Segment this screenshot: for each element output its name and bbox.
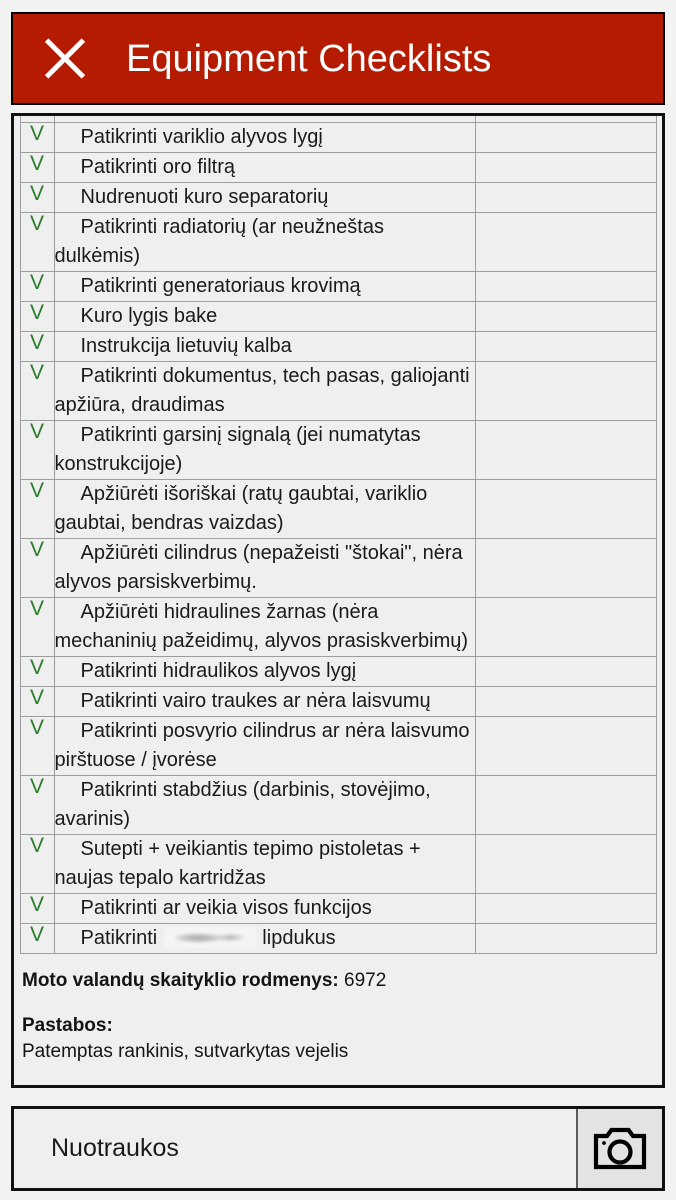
close-icon[interactable] bbox=[33, 27, 97, 91]
table-row[interactable] bbox=[20, 894, 656, 924]
table-row[interactable] bbox=[20, 717, 656, 776]
row-task-label: Patikrinti garsinį signalą (jei numatytas konstrukcijoje) bbox=[54, 421, 475, 480]
row-note-cell[interactable] bbox=[475, 183, 656, 213]
row-task-label: Apžiūrėti išoriškai (ratų gaubtai, variklio gaubtai, bendras vaizdas) bbox=[54, 480, 475, 539]
row-note-cell[interactable] bbox=[475, 332, 656, 362]
row-check-mark[interactable]: V bbox=[20, 835, 54, 894]
row-check-mark[interactable]: V bbox=[20, 421, 54, 480]
row-note-cell[interactable] bbox=[475, 539, 656, 598]
table-row[interactable] bbox=[20, 302, 656, 332]
table-row-partial[interactable] bbox=[20, 113, 656, 123]
row-check-mark[interactable]: V bbox=[20, 894, 54, 924]
row-check-mark[interactable]: V bbox=[20, 362, 54, 421]
table-row[interactable] bbox=[20, 657, 656, 687]
engine-hours-line bbox=[22, 970, 658, 993]
table-row[interactable] bbox=[20, 213, 656, 272]
photos-bar[interactable] bbox=[11, 1106, 665, 1191]
row-note-cell[interactable] bbox=[475, 272, 656, 302]
row-task-label: Patikrinti stabdžius (darbinis, stovėjimo, avarinis) bbox=[54, 776, 475, 835]
table-row[interactable] bbox=[20, 539, 656, 598]
table-row[interactable] bbox=[20, 480, 656, 539]
notes-line bbox=[22, 1015, 658, 1064]
table-row[interactable] bbox=[20, 598, 656, 657]
checklist-scroll-panel[interactable] bbox=[11, 113, 665, 1088]
summary-section bbox=[14, 954, 662, 1063]
row-check-mark[interactable]: V bbox=[20, 687, 54, 717]
row-check-mark[interactable]: V bbox=[20, 480, 54, 539]
table-row[interactable] bbox=[20, 687, 656, 717]
row-check-mark[interactable]: V bbox=[20, 776, 54, 835]
row-task-label bbox=[54, 113, 475, 123]
engine-hours-label: Moto valandų skaityklio rodmenys: bbox=[22, 970, 339, 991]
table-row[interactable] bbox=[20, 362, 656, 421]
row-note-cell[interactable] bbox=[475, 894, 656, 924]
row-task-label: Nudrenuoti kuro separatorių bbox=[54, 183, 475, 213]
row-task-label: Patikrinti vairo traukes ar nėra laisvumų bbox=[54, 687, 475, 717]
row-check-mark[interactable]: V bbox=[20, 717, 54, 776]
row-task-label: Patikrinti generatoriaus krovimą bbox=[54, 272, 475, 302]
row-check-mark[interactable]: V bbox=[20, 272, 54, 302]
row-note-cell[interactable] bbox=[475, 480, 656, 539]
row-note-cell[interactable] bbox=[475, 421, 656, 480]
row-check-mark[interactable]: V bbox=[20, 213, 54, 272]
row-note-cell[interactable] bbox=[475, 362, 656, 421]
row-check-mark[interactable]: V bbox=[20, 539, 54, 598]
row-task-label: Sutepti + veikiantis tepimo pistoletas + naujas tepalo kartridžas bbox=[54, 835, 475, 894]
row-note-cell[interactable] bbox=[475, 598, 656, 657]
notes-label: Pastabos: bbox=[22, 1014, 113, 1036]
row-task-text-after-redaction: lipdukus bbox=[256, 927, 336, 949]
row-task-label: Patikrinti posvyrio cilindrus ar nėra laisvumo pirštuose / įvorėse bbox=[54, 717, 475, 776]
row-note-cell[interactable] bbox=[475, 835, 656, 894]
photos-label: Nuotraukos bbox=[51, 1134, 179, 1162]
row-task-label: Patikrinti ar veikia visos funkcijos bbox=[54, 894, 475, 924]
row-check-mark[interactable]: V bbox=[20, 924, 54, 954]
table-row[interactable] bbox=[20, 924, 656, 954]
checklist-scroll-content bbox=[14, 113, 662, 1063]
row-check-mark[interactable]: V bbox=[20, 183, 54, 213]
row-task-label: Patikrinti variklio alyvos lygį bbox=[54, 123, 475, 153]
row-task-label: Patikrinti radiatorių (ar neužneštas dulkėmis) bbox=[54, 213, 475, 272]
engine-hours-value: 6972 bbox=[344, 970, 387, 991]
row-task-label: Patikrinti oro filtrą bbox=[54, 153, 475, 183]
row-note-cell[interactable] bbox=[475, 302, 656, 332]
redacted-text-block bbox=[164, 927, 256, 948]
table-row[interactable] bbox=[20, 183, 656, 213]
row-check-mark[interactable]: V bbox=[20, 598, 54, 657]
row-task-label: Instrukcija lietuvių kalba bbox=[54, 332, 475, 362]
page-title: Equipment Checklists bbox=[126, 37, 492, 80]
row-note-cell[interactable] bbox=[475, 717, 656, 776]
table-row[interactable] bbox=[20, 332, 656, 362]
row-note-cell[interactable] bbox=[475, 657, 656, 687]
row-check-mark[interactable]: V bbox=[20, 153, 54, 183]
row-check-mark[interactable]: V bbox=[20, 332, 54, 362]
checklist-table bbox=[20, 113, 657, 954]
camera-icon bbox=[593, 1126, 647, 1172]
table-row[interactable] bbox=[20, 123, 656, 153]
checklist-table-body bbox=[20, 113, 656, 954]
row-note-cell[interactable] bbox=[475, 776, 656, 835]
table-row[interactable] bbox=[20, 153, 656, 183]
row-note-cell[interactable] bbox=[475, 113, 656, 123]
row-check-mark[interactable]: V bbox=[20, 657, 54, 687]
row-task-label: Patikrinti hidraulikos alyvos lygį bbox=[54, 657, 475, 687]
row-task-label: Apžiūrėti hidraulines žarnas (nėra mechaninių pažeidimų, alyvos prasiskverbimų) bbox=[54, 598, 475, 657]
row-note-cell[interactable] bbox=[475, 924, 656, 954]
row-task-label: Kuro lygis bake bbox=[54, 302, 475, 332]
camera-button[interactable] bbox=[576, 1109, 662, 1188]
row-task-label: Patikrinti dokumentus, tech pasas, galiojanti apžiūra, draudimas bbox=[54, 362, 475, 421]
row-task-text-before-redaction: Patikrinti bbox=[80, 927, 163, 949]
table-row[interactable] bbox=[20, 835, 656, 894]
row-note-cell[interactable] bbox=[475, 123, 656, 153]
row-check-mark[interactable]: V bbox=[20, 302, 54, 332]
table-row[interactable] bbox=[20, 776, 656, 835]
row-note-cell[interactable] bbox=[475, 213, 656, 272]
app-header-bar bbox=[11, 12, 665, 105]
table-row[interactable] bbox=[20, 421, 656, 480]
row-note-cell[interactable] bbox=[475, 687, 656, 717]
row-check-mark[interactable]: V bbox=[20, 123, 54, 153]
table-row[interactable] bbox=[20, 272, 656, 302]
row-task-label: Apžiūrėti cilindrus (nepažeisti "štokai", nėra alyvos parsiskverbimų. bbox=[54, 539, 475, 598]
row-task-label bbox=[54, 924, 475, 954]
row-note-cell[interactable] bbox=[475, 153, 656, 183]
notes-value: Patemptas rankinis, sutvarkytas vejelis bbox=[22, 1040, 349, 1062]
